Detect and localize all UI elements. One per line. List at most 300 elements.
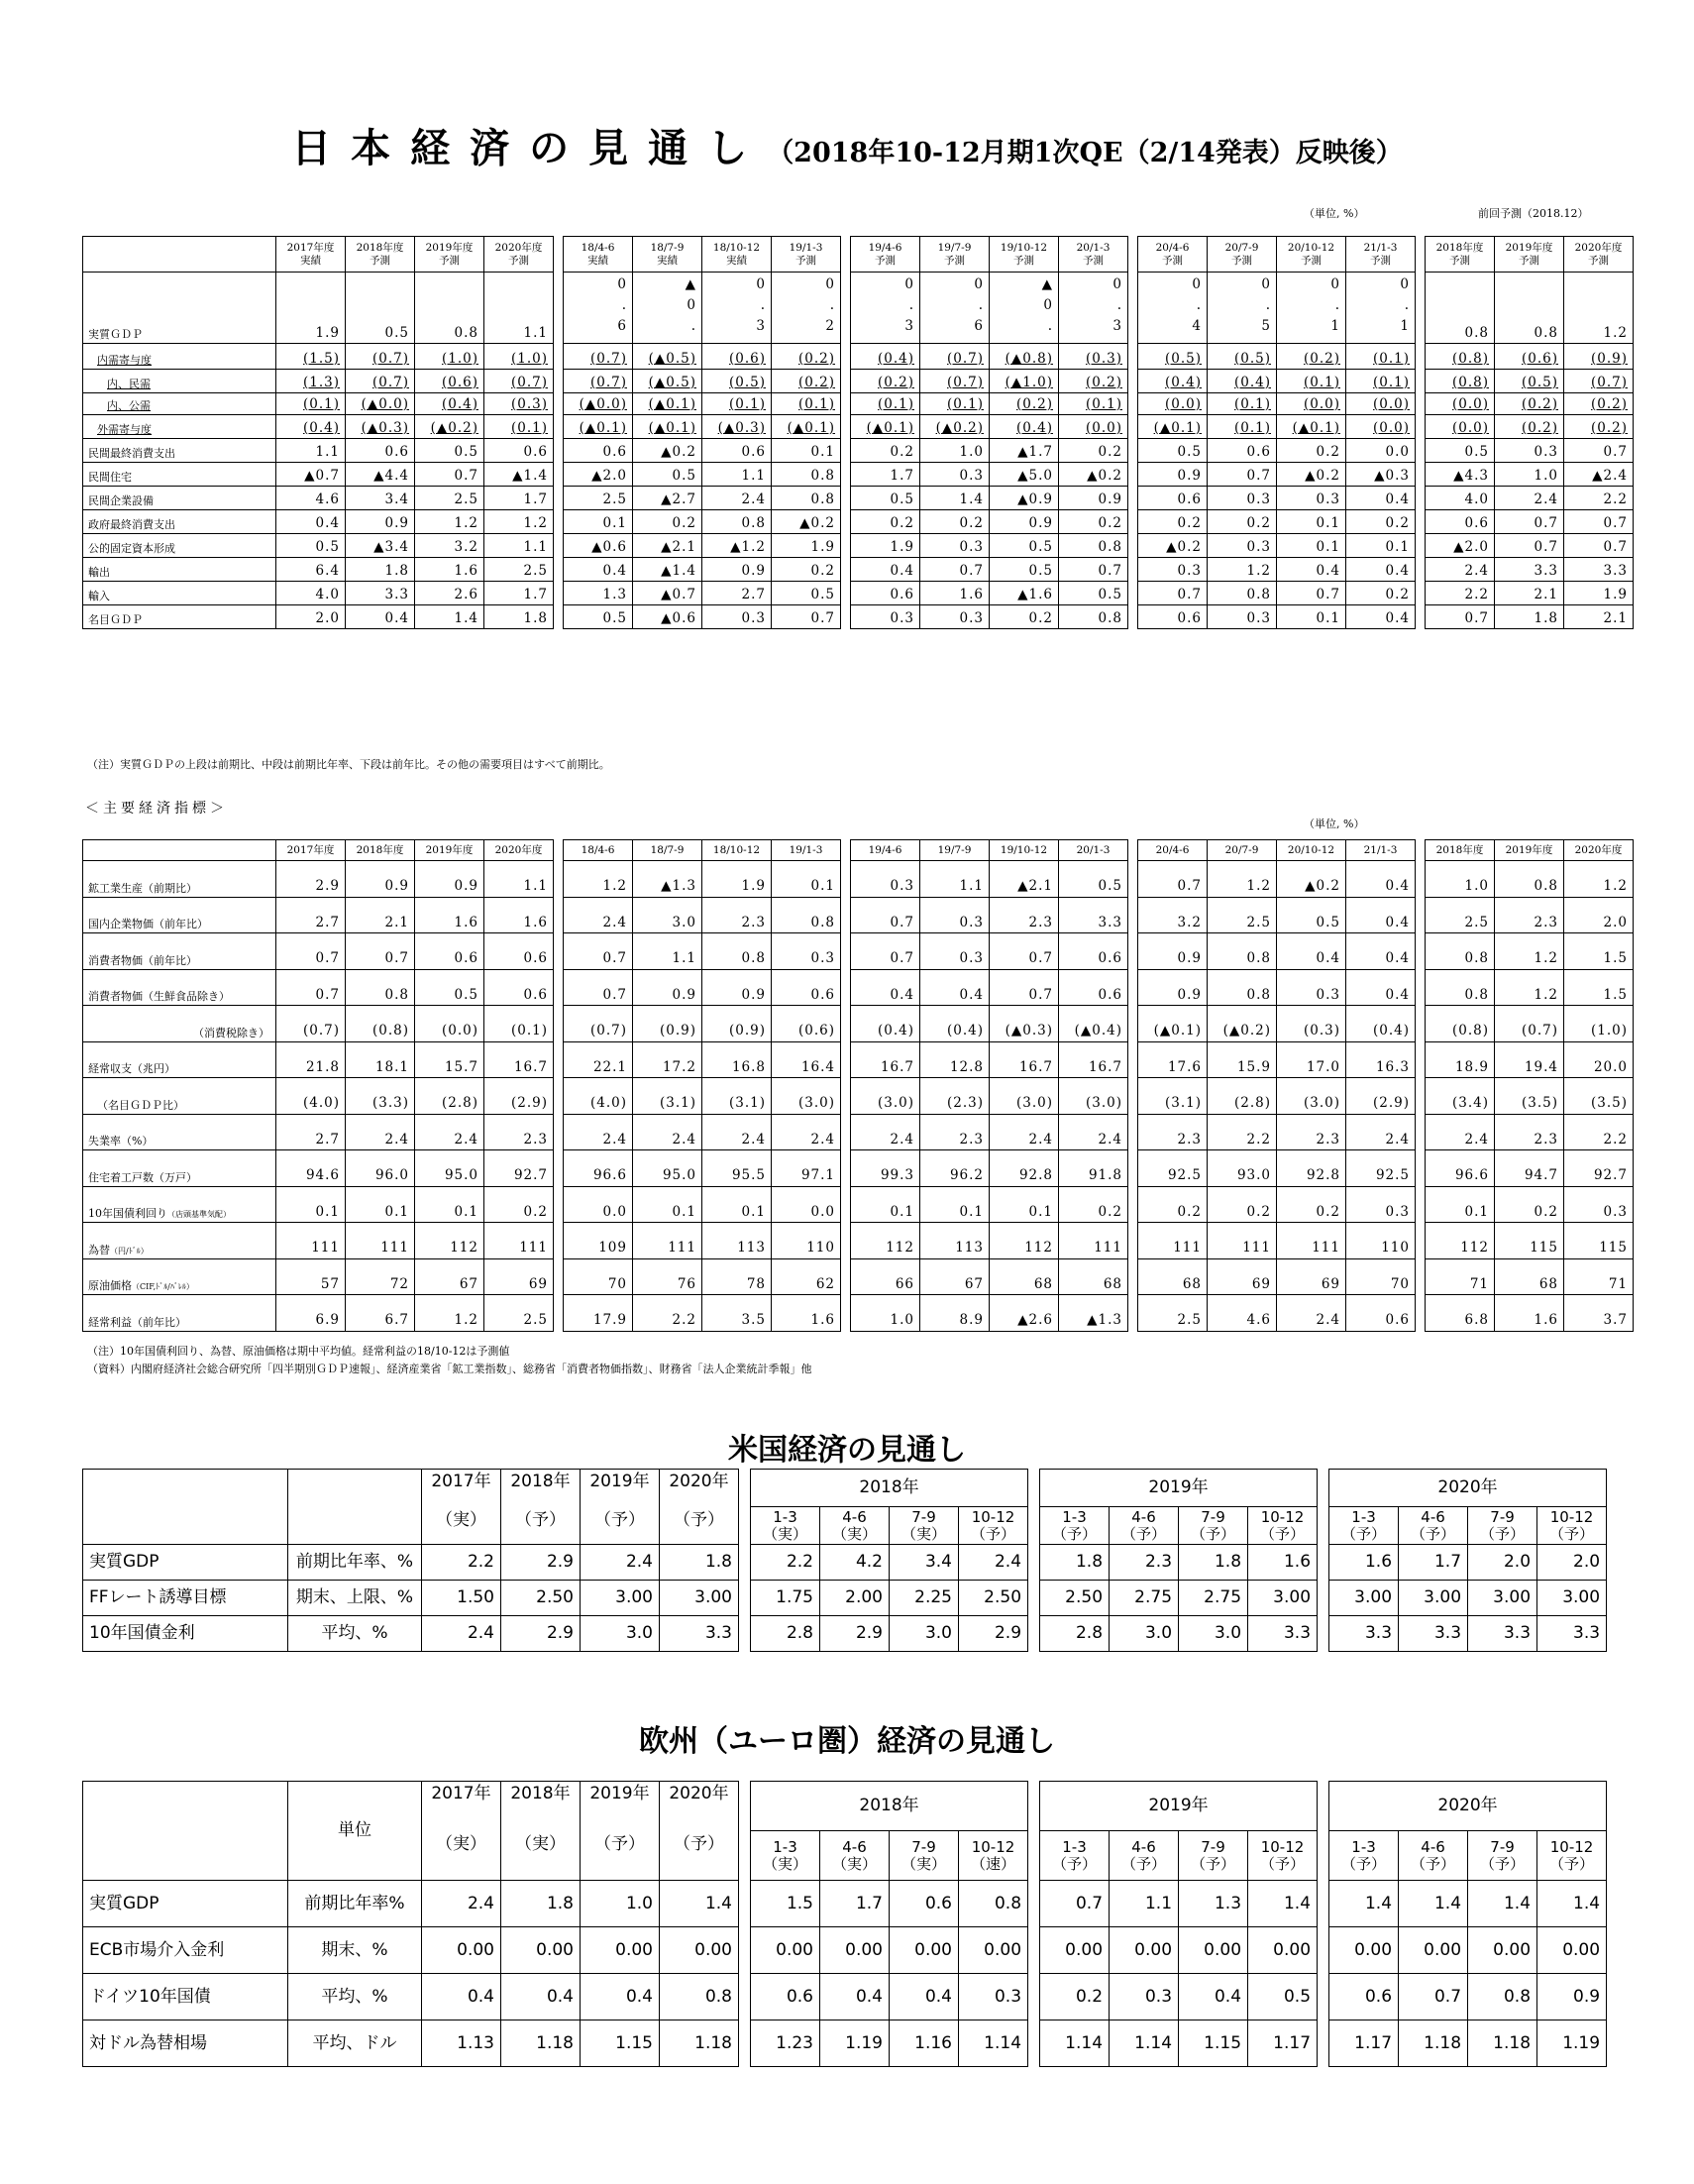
column-header	[1138, 237, 1208, 273]
value-cell: 0.2	[1346, 510, 1416, 534]
value-cell: 0.1	[920, 1186, 990, 1223]
column-gap	[554, 1223, 564, 1259]
value-cell: 1.6	[415, 558, 484, 582]
value-cell: 3.3	[1468, 1616, 1537, 1652]
value-cell: 3.00	[1248, 1581, 1318, 1616]
value-cell: 2.9	[820, 1616, 890, 1652]
status-label: 予測	[1231, 254, 1252, 267]
value-cell: 0.4	[346, 605, 415, 629]
column-gap	[841, 1150, 851, 1187]
column-gap	[1128, 558, 1138, 582]
value-cell: ▲0.2	[1277, 463, 1346, 487]
value-cell: (0.6)	[1495, 344, 1564, 370]
value-cell: (3.1)	[702, 1078, 772, 1115]
value-cell: 111	[1208, 1223, 1277, 1259]
value-cell: (2.9)	[1346, 1078, 1416, 1115]
status-mark: （予）	[971, 1524, 1016, 1543]
column-header: 19/7-9	[920, 840, 990, 861]
value-cell: (0.7)	[564, 344, 633, 370]
value-cell: (3.5)	[1564, 1078, 1634, 1115]
value-cell: 1.8	[346, 558, 415, 582]
value-cell: ▲2.7	[633, 487, 702, 510]
period-label: 20/10-12	[1287, 241, 1335, 254]
value-cell: 0.5	[415, 969, 484, 1006]
status-mark: （実）	[831, 1854, 877, 1873]
value-cell: 2.4	[346, 1114, 415, 1150]
value-cell: 69	[484, 1258, 554, 1295]
column-header: 2018年度	[346, 840, 415, 861]
value-cell: 0.2	[1040, 1974, 1110, 2020]
value-cell: 76	[633, 1258, 702, 1295]
value-cell: 20.0	[1564, 1041, 1634, 1078]
quarter-label: 10-12	[1549, 1838, 1594, 1856]
quarter-label: 7-9	[911, 1838, 936, 1856]
value-cell: (▲0.1)	[851, 415, 920, 439]
column-gap	[1416, 415, 1426, 439]
column-header	[1059, 237, 1128, 273]
value-cell: 99.3	[851, 1150, 920, 1187]
value-cell: 0.1	[702, 1186, 772, 1223]
value-cell: 3.2	[415, 534, 484, 558]
value-cell: 0.8	[1208, 582, 1277, 605]
value-cell: (0.4)	[851, 344, 920, 370]
year-label: 2017年	[431, 1784, 491, 1803]
value-cell: (1.0)	[1564, 1006, 1634, 1042]
value-cell: 2.1	[1495, 582, 1564, 605]
value-cell: 0.9	[1138, 969, 1208, 1006]
status-mark: （予）	[515, 1509, 566, 1530]
row-label: 内需寄与度	[83, 344, 276, 370]
value-cell: (0.0)	[1346, 393, 1416, 415]
status-label: 予測	[1013, 254, 1034, 267]
value-cell: (2.8)	[1208, 1078, 1277, 1115]
value-cell: (0.0)	[415, 1006, 484, 1042]
value-cell: 0.00	[1399, 1927, 1468, 1974]
value-cell: 2.75	[1110, 1581, 1179, 1616]
row-label: 実質ＧＤＰ	[83, 273, 276, 344]
value-line: 1	[1330, 317, 1340, 334]
value-cell: 0.1	[851, 1186, 920, 1223]
value-cell: (0.0)	[1426, 393, 1495, 415]
value-cell: 0.1	[1277, 534, 1346, 558]
value-cell: 0.3	[920, 605, 990, 629]
status-label: 予測	[1370, 254, 1391, 267]
value-line: .	[1116, 296, 1122, 313]
column-gap	[739, 2020, 751, 2067]
value-cell: 0.7	[1138, 861, 1208, 898]
status-mark: （実）	[762, 1854, 807, 1873]
quarter-header	[1248, 1507, 1318, 1545]
status-label: 実績	[726, 254, 747, 267]
period-label: 2019年度	[425, 241, 474, 254]
value-cell: (0.2)	[1059, 370, 1128, 393]
value-line: 0	[1330, 276, 1340, 292]
value-cell: ▲0.2	[1277, 861, 1346, 898]
period-label: 2017年度	[286, 241, 335, 254]
row-label: 政府最終消費支出	[83, 510, 276, 534]
value-cell: (▲0.1)	[633, 393, 702, 415]
value-cell: 2.4	[564, 897, 633, 933]
value-cell: 0.3	[772, 933, 841, 970]
row-label: 民間最終消費支出	[83, 439, 276, 463]
column-gap	[1128, 1186, 1138, 1223]
value-cell: 0.7	[990, 969, 1059, 1006]
value-cell: 0.8	[772, 897, 841, 933]
row-label	[83, 1041, 276, 1078]
value-cell: 1.18	[1399, 2020, 1468, 2067]
group-year-header: 2019年	[1040, 1782, 1318, 1831]
value-cell: 3.00	[1329, 1581, 1399, 1616]
row-label-text: 鉱工業生産（前期比）	[88, 881, 197, 895]
value-cell: 1.6	[920, 582, 990, 605]
column-gap	[1028, 1545, 1040, 1581]
value-cell: 0.0	[772, 1186, 841, 1223]
quarter-label: 10-12	[1260, 1508, 1305, 1526]
column-gap	[1128, 861, 1138, 898]
value-cell: 0.7	[772, 605, 841, 629]
value-cell: 0.5	[1248, 1974, 1318, 2020]
value-cell: 111	[1138, 1223, 1208, 1259]
value-cell: 1.6	[415, 897, 484, 933]
value-cell: 0.00	[501, 1927, 581, 1974]
column-gap	[739, 1470, 751, 1545]
value-cell: 1.7	[484, 582, 554, 605]
value-cell: 0.6	[702, 439, 772, 463]
value-cell: ▲4.3	[1426, 463, 1495, 487]
value-line: .	[1196, 296, 1202, 313]
status-mark: （予）	[1191, 1854, 1236, 1873]
year-label: 2020年	[669, 1784, 729, 1803]
column-gap	[1128, 463, 1138, 487]
value-cell: 0.2	[1138, 510, 1208, 534]
value-cell: 2.8	[751, 1616, 820, 1652]
status-mark: （予）	[1480, 1524, 1526, 1543]
value-cell: 93.0	[1208, 1150, 1277, 1187]
year-header	[581, 1470, 660, 1545]
japan-indicators-table	[82, 839, 1634, 1332]
value-cell: 1.4	[660, 1881, 739, 1927]
value-cell: 0.2	[1208, 1186, 1277, 1223]
column-gap	[1128, 1041, 1138, 1078]
quarter-header	[1040, 1831, 1110, 1881]
value-cell: 2.0	[1468, 1545, 1537, 1581]
value-cell: 3.0	[890, 1616, 959, 1652]
value-line: .	[1047, 317, 1053, 334]
value-cell: 95.0	[633, 1150, 702, 1187]
quarter-header	[1468, 1831, 1537, 1881]
value-cell: (0.2)	[851, 370, 920, 393]
header-label-cell	[83, 237, 276, 273]
quarter-label: 10-12	[1260, 1838, 1305, 1856]
column-gap	[739, 1782, 751, 1881]
quarter-header	[1468, 1507, 1537, 1545]
value-line: 6	[974, 317, 984, 334]
value-cell: 92.5	[1138, 1150, 1208, 1187]
indicators-source: （資料）内閣府経済社会総合研究所「四半期別ＧＤＰ速報」、経済産業省「鉱工業指数」、総務省「消費者物価指数」、財務省「法人企業統計季報」他	[87, 1363, 812, 1375]
value-cell: ▲3.4	[346, 534, 415, 558]
column-gap	[554, 1078, 564, 1115]
value-cell: 0.4	[1346, 861, 1416, 898]
value-cell: 92.7	[1564, 1150, 1634, 1187]
us-outlook-table	[82, 1469, 1607, 1652]
value-cell: 0.6	[851, 582, 920, 605]
value-cell: 0.7	[346, 933, 415, 970]
value-cell: 0.9	[702, 969, 772, 1006]
column-gap	[739, 1881, 751, 1927]
value-cell: (0.7)	[346, 370, 415, 393]
value-cell: 0.6	[415, 933, 484, 970]
column-gap	[1416, 273, 1426, 344]
value-cell: 1.6	[1248, 1545, 1318, 1581]
value-cell: 0.5	[415, 439, 484, 463]
status-mark: （実）	[515, 1833, 566, 1854]
column-header: 2020年度	[484, 840, 554, 861]
quarter-header	[1399, 1831, 1468, 1881]
value-cell: (▲0.1)	[1138, 415, 1208, 439]
value-cell: (1.5)	[276, 344, 346, 370]
value-cell: (0.9)	[633, 1006, 702, 1042]
period-label: 18/4-6	[581, 241, 615, 254]
value-cell: (0.1)	[772, 393, 841, 415]
value-cell: 2.4	[1495, 487, 1564, 510]
year-label: 2018年	[510, 1784, 571, 1803]
column-gap	[554, 582, 564, 605]
value-cell: 1.2	[1564, 273, 1634, 344]
column-header	[1346, 237, 1416, 273]
value-cell: (0.8)	[1426, 344, 1495, 370]
quarter-label: 7-9	[1490, 1508, 1515, 1526]
value-cell: 3.4	[346, 487, 415, 510]
value-line: 0	[1192, 276, 1202, 292]
value-cell: 1.8	[1040, 1545, 1110, 1581]
value-cell: 0.8	[1059, 534, 1128, 558]
value-cell: 0.6	[484, 969, 554, 1006]
column-gap	[1028, 1616, 1040, 1652]
value-cell: 0.4	[1277, 933, 1346, 970]
value-cell: 92.8	[990, 1150, 1059, 1187]
value-cell: (0.4)	[276, 415, 346, 439]
value-cell: (0.5)	[1208, 344, 1277, 370]
quarter-label: 1-3	[1351, 1508, 1376, 1526]
value-cell: 0.6	[484, 933, 554, 970]
value-cell: 0.3	[1208, 605, 1277, 629]
column-gap	[554, 273, 564, 344]
value-cell: 1.14	[1040, 2020, 1110, 2067]
value-cell: 0.7	[276, 969, 346, 1006]
value-cell: ▲0.9	[990, 487, 1059, 510]
value-cell: ▲2.4	[1564, 463, 1634, 487]
value-cell: 18.9	[1426, 1041, 1495, 1078]
column-gap	[1028, 1927, 1040, 1974]
column-gap	[1128, 273, 1138, 344]
value-cell: 95.5	[702, 1150, 772, 1187]
value-cell: 0.3	[959, 1974, 1028, 2020]
column-gap	[554, 370, 564, 393]
year-header	[422, 1782, 501, 1881]
value-cell: 2.7	[276, 897, 346, 933]
value-cell: 1.18	[1468, 2020, 1537, 2067]
value-cell: 4.0	[276, 582, 346, 605]
unit-header: 単位	[288, 1782, 422, 1881]
row-label-text: 消費者物価（前年比）	[88, 953, 197, 967]
row-label	[83, 1295, 276, 1332]
status-mark: （予）	[1549, 1854, 1595, 1873]
value-cell: 0.00	[1110, 1927, 1179, 1974]
column-gap	[1028, 1470, 1040, 1545]
value-cell: 0.8	[1059, 605, 1128, 629]
value-cell: (3.5)	[1495, 1078, 1564, 1115]
value-cell: (▲0.5)	[633, 370, 702, 393]
value-cell: 0.1	[990, 1186, 1059, 1223]
japan-outlook-table	[82, 236, 1634, 629]
value-cell: 6.8	[1426, 1295, 1495, 1332]
period-label: 2019年度	[1505, 241, 1553, 254]
value-cell: 110	[772, 1223, 841, 1259]
value-cell: 2.5	[484, 1295, 554, 1332]
value-cell: 3.0	[1110, 1616, 1179, 1652]
column-gap	[1028, 1974, 1040, 2020]
value-cell: (0.7)	[920, 344, 990, 370]
value-cell: 1.4	[1537, 1881, 1607, 1927]
value-cell: 2.75	[1179, 1581, 1248, 1616]
quarter-label: 10-12	[1549, 1508, 1594, 1526]
column-gap	[1416, 439, 1426, 463]
column-gap	[841, 558, 851, 582]
column-gap	[841, 1078, 851, 1115]
status-label: 予測	[1449, 254, 1470, 267]
column-gap	[1318, 1545, 1329, 1581]
column-gap	[1416, 582, 1426, 605]
value-cell: 4.0	[1426, 487, 1495, 510]
period-label: 19/7-9	[937, 241, 972, 254]
value-cell: 2.4	[1346, 1114, 1416, 1150]
value-cell: 0.00	[751, 1927, 820, 1974]
period-label: 20/4-6	[1155, 241, 1190, 254]
value-cell: 0.2	[1059, 510, 1128, 534]
value-cell: 1.8	[501, 1881, 581, 1927]
column-gap	[841, 1006, 851, 1042]
value-cell: 0.8	[1495, 861, 1564, 898]
value-cell: ▲0.2	[772, 510, 841, 534]
value-cell: 2.3	[702, 897, 772, 933]
column-header	[346, 237, 415, 273]
column-gap	[841, 582, 851, 605]
status-mark: （予）	[1411, 1524, 1456, 1543]
japan-outlook-note: （注）実質ＧＤＰの上段は前期比、中段は前期比年率、下段は前年比。その他の需要項目はすべて前期比。	[87, 758, 610, 771]
value-cell: 0.3	[1277, 969, 1346, 1006]
period-label: 18/10-12	[712, 241, 761, 254]
value-cell: 109	[564, 1223, 633, 1259]
value-cell: 0.8	[1208, 933, 1277, 970]
value-cell: 0.9	[1138, 933, 1208, 970]
value-cell: 68	[1138, 1258, 1208, 1295]
period-label: 2020年度	[494, 241, 543, 254]
value-cell: 115	[1564, 1223, 1634, 1259]
value-cell: 2.9	[276, 861, 346, 898]
value-cell: 0.00	[820, 1927, 890, 1974]
value-cell: 6.9	[276, 1295, 346, 1332]
value-cell: ▲0.2	[633, 439, 702, 463]
column-gap	[1318, 1470, 1329, 1545]
column-gap	[1416, 969, 1426, 1006]
value-cell: 0.2	[851, 439, 920, 463]
value-cell	[1138, 273, 1208, 344]
value-cell: 1.0	[581, 1881, 660, 1927]
status-label: 予測	[1588, 254, 1609, 267]
value-cell: (0.1)	[1208, 393, 1277, 415]
value-cell: 1.18	[660, 2020, 739, 2067]
column-gap	[841, 1258, 851, 1295]
value-cell: 0.00	[1468, 1927, 1537, 1974]
value-cell: (▲0.0)	[346, 393, 415, 415]
status-mark: （予）	[594, 1509, 645, 1530]
value-cell: 0.4	[1346, 487, 1416, 510]
value-cell: 2.4	[564, 1114, 633, 1150]
value-cell: (▲0.1)	[633, 415, 702, 439]
value-cell: (0.3)	[484, 393, 554, 415]
value-cell: 0.3	[1138, 558, 1208, 582]
value-cell: 0.8	[415, 273, 484, 344]
column-gap	[1416, 558, 1426, 582]
value-cell: 0.00	[1329, 1927, 1399, 1974]
value-cell: 0.3	[920, 463, 990, 487]
column-gap	[1318, 1616, 1329, 1652]
row-unit: 期末、%	[288, 1927, 422, 1974]
column-gap	[554, 487, 564, 510]
column-header: 2017年度	[276, 840, 346, 861]
value-cell: 21.8	[276, 1041, 346, 1078]
value-cell: 1.9	[276, 273, 346, 344]
value-cell: 3.3	[1248, 1616, 1318, 1652]
status-label: 予測	[1301, 254, 1322, 267]
value-cell: 0.2	[633, 510, 702, 534]
value-cell: ▲0.2	[1059, 463, 1128, 487]
value-cell: 72	[346, 1258, 415, 1295]
group-year-header: 2020年	[1329, 1470, 1607, 1507]
indicators-units-note: （単位, %）	[1304, 818, 1365, 830]
value-cell: 0.4	[276, 510, 346, 534]
column-gap	[739, 1974, 751, 2020]
value-cell: 0.8	[660, 1974, 739, 2020]
value-cell: 16.3	[1346, 1041, 1416, 1078]
value-cell: 17.9	[564, 1295, 633, 1332]
value-cell: 0.9	[346, 861, 415, 898]
value-cell: (0.1)	[1277, 370, 1346, 393]
value-cell: 0.9	[990, 510, 1059, 534]
status-label: 予測	[1083, 254, 1104, 267]
value-cell: (0.4)	[1208, 370, 1277, 393]
value-cell: 0.2	[1208, 510, 1277, 534]
value-cell: 0.3	[851, 861, 920, 898]
value-cell: ▲1.2	[702, 534, 772, 558]
group-year-header: 2020年	[1329, 1782, 1607, 1831]
value-line: 0	[617, 276, 627, 292]
value-cell: (4.0)	[276, 1078, 346, 1115]
value-cell: (0.1)	[484, 415, 554, 439]
row-label-note: （円/ﾄﾞﾙ）	[110, 1246, 149, 1256]
value-cell: 2.3	[1495, 897, 1564, 933]
value-line: .	[760, 296, 766, 313]
value-cell: 1.1	[484, 861, 554, 898]
status-label: 予測	[875, 254, 896, 267]
value-cell: ▲2.1	[990, 861, 1059, 898]
column-gap	[1318, 1881, 1329, 1927]
row-label: 民間住宅	[83, 463, 276, 487]
value-cell: 0.8	[1208, 969, 1277, 1006]
row-label: 10年国債金利	[83, 1616, 288, 1652]
status-mark: （予）	[1260, 1854, 1306, 1873]
value-cell: 1.5	[1564, 969, 1634, 1006]
